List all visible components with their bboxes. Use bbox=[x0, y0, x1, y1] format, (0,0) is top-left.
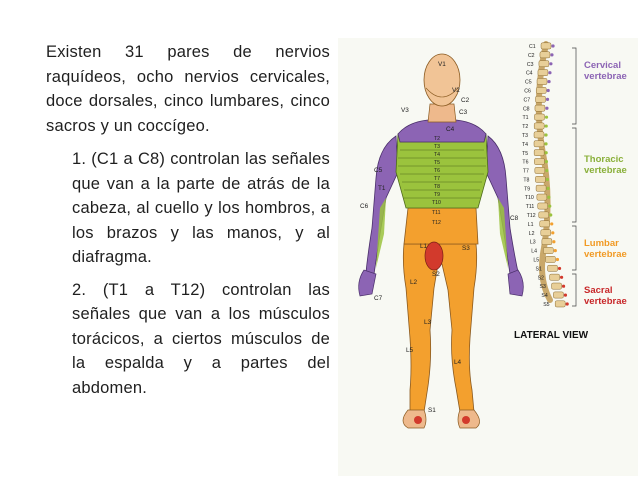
spine-label-s2: S2 bbox=[537, 275, 544, 282]
dermatome-diagram bbox=[338, 38, 638, 476]
vertebra-t1 bbox=[534, 114, 544, 120]
label-l3: L3 bbox=[424, 319, 432, 326]
label-c2: C2 bbox=[461, 97, 470, 104]
vertebra-t7 bbox=[535, 167, 545, 173]
lateral-view-label: LATERAL VIEW bbox=[514, 330, 589, 341]
vertebra-c2 bbox=[540, 52, 550, 58]
label-l1: L1 bbox=[420, 243, 428, 250]
spine-label-t5: T5 bbox=[522, 150, 529, 157]
nerve-root-t4 bbox=[544, 142, 547, 145]
spine-label-s5: S5 bbox=[543, 302, 550, 308]
spine-label-t9: T9 bbox=[524, 186, 531, 193]
vertebra-t2 bbox=[534, 123, 544, 129]
spine-label-s4: S4 bbox=[541, 293, 548, 300]
spine-label-s3: S3 bbox=[539, 284, 546, 291]
nerve-root-s1 bbox=[558, 267, 561, 270]
nerve-root-c4 bbox=[548, 71, 551, 74]
nerve-root-l1 bbox=[550, 222, 553, 225]
label-v1: V1 bbox=[438, 61, 446, 68]
spine-label-t12: T12 bbox=[526, 213, 536, 220]
nerve-root-t3 bbox=[544, 133, 547, 136]
spine-label-c5: C5 bbox=[525, 79, 532, 86]
body-figure bbox=[359, 54, 524, 428]
vertebra-t10 bbox=[537, 194, 547, 200]
nerve-root-l5 bbox=[556, 258, 559, 261]
label-t6: T6 bbox=[434, 168, 441, 174]
vertebra-l2 bbox=[541, 230, 551, 236]
vertebra-t4 bbox=[534, 141, 544, 147]
nerve-root-c1 bbox=[551, 44, 554, 47]
label-c8: C8 bbox=[510, 215, 519, 222]
intro-paragraph: Existen 31 pares de nervios raquídeos, ocho nervios cervicales, doce dorsales, cinco lumbares, cinco sacros y un coccígeo. bbox=[46, 43, 330, 135]
label-c4: C4 bbox=[446, 126, 455, 133]
vertebra-s1 bbox=[548, 265, 558, 271]
nerve-root-t7 bbox=[545, 169, 548, 172]
nerve-root-l3 bbox=[552, 240, 555, 243]
nerve-root-c8 bbox=[545, 107, 548, 110]
vertebra-t9 bbox=[536, 185, 546, 191]
label-t7: T7 bbox=[434, 176, 441, 182]
nerve-root-s4 bbox=[564, 294, 567, 297]
spine-label-c2: C2 bbox=[527, 52, 535, 59]
region-labels bbox=[584, 60, 627, 307]
spine-label-c8: C8 bbox=[522, 106, 530, 113]
label-t3: T3 bbox=[434, 144, 441, 150]
vertebra-s4 bbox=[553, 292, 563, 298]
nerve-root-t9 bbox=[546, 187, 549, 190]
vertebra-s3 bbox=[552, 283, 562, 289]
nerve-root-t11 bbox=[548, 205, 551, 208]
region-lumbar-sub: vertebrae bbox=[584, 249, 627, 260]
spine-label-c6: C6 bbox=[524, 88, 531, 95]
nerve-root-l4 bbox=[554, 249, 557, 252]
nerve-root-t10 bbox=[547, 196, 550, 199]
nerve-root-t8 bbox=[546, 178, 549, 181]
label-t1: T1 bbox=[378, 185, 386, 192]
label-c3: C3 bbox=[459, 109, 468, 116]
region-sacral-sub: vertebrae bbox=[584, 296, 627, 307]
spine-label-c3: C3 bbox=[526, 61, 534, 68]
vertebra-t3 bbox=[534, 132, 544, 138]
nerve-root-c7 bbox=[546, 98, 549, 101]
vertebra-t12 bbox=[539, 212, 549, 218]
spine-label-t4: T4 bbox=[522, 141, 529, 148]
vertebra-t5 bbox=[534, 150, 544, 156]
nerve-root-c5 bbox=[547, 80, 550, 83]
region-brackets bbox=[572, 48, 576, 306]
spine-label-c1: C1 bbox=[529, 44, 536, 50]
spine-label-t11: T11 bbox=[525, 204, 535, 211]
vertebra-t11 bbox=[538, 203, 548, 209]
spine-label-t3: T3 bbox=[522, 132, 529, 139]
item-cervical-nerves: 1. (C1 a C8) controlan las señales que van a la parte de atrás de la cabeza, al cuello y los hombros, a los brazos y las manos, y al diafragma. bbox=[72, 150, 330, 266]
vertebra-s5 bbox=[555, 301, 565, 307]
label-t5: T5 bbox=[434, 160, 441, 166]
region-thoracic-name: Thoracic bbox=[584, 154, 624, 165]
spine-label-c4: C4 bbox=[525, 70, 533, 77]
vertebra-c7 bbox=[536, 96, 546, 102]
label-s2: S2 bbox=[432, 271, 440, 278]
region-cervical-sub: vertebrae bbox=[584, 71, 627, 82]
spine-label-l1: L1 bbox=[527, 221, 534, 228]
vertebra-l1 bbox=[540, 221, 550, 227]
nerve-root-c6 bbox=[547, 89, 550, 92]
item-thoracic-nerves: 2. (T1 a T12) controlan las señales que van a los músculos torácicos, a ciertos músculos de la espalda y a partes del abdomen. bbox=[72, 280, 330, 397]
label-l5: L5 bbox=[406, 347, 414, 354]
nerve-root-s2 bbox=[560, 276, 563, 279]
vertebra-c6 bbox=[536, 87, 546, 93]
vertebra-c8 bbox=[535, 105, 545, 111]
spine-label-l2: L2 bbox=[528, 230, 535, 237]
label-s1: S1 bbox=[428, 407, 436, 414]
vertebra-l5 bbox=[545, 256, 555, 262]
spine-label-s1: S1 bbox=[535, 266, 542, 273]
label-t4: T4 bbox=[434, 152, 441, 158]
nerve-root-c2 bbox=[550, 53, 553, 56]
label-v2: V2 bbox=[452, 87, 460, 94]
region-lumbar-name: Lumbar bbox=[584, 238, 619, 249]
vertebra-t6 bbox=[534, 158, 544, 164]
label-t9: T9 bbox=[434, 192, 441, 198]
label-t10: T10 bbox=[432, 200, 441, 206]
label-c7: C7 bbox=[374, 295, 383, 302]
region-cervical-name: Cervical bbox=[584, 60, 621, 71]
region-sacral-name: Sacral bbox=[584, 285, 613, 296]
nerve-root-t5 bbox=[545, 151, 548, 154]
spine-label-t6: T6 bbox=[522, 159, 529, 166]
vertebra-c3 bbox=[539, 61, 549, 67]
nerve-root-l2 bbox=[551, 231, 554, 234]
nerve-root-s3 bbox=[562, 285, 565, 288]
vertebra-s2 bbox=[550, 274, 560, 280]
label-v3: V3 bbox=[401, 107, 409, 114]
nerve-root-t1 bbox=[545, 116, 548, 119]
vertebra-c4 bbox=[538, 69, 548, 75]
label-t12: T12 bbox=[432, 220, 441, 226]
vertebra-l3 bbox=[542, 239, 552, 245]
region-thoracic-sub: vertebrae bbox=[584, 165, 627, 176]
vertebra-c1 bbox=[541, 43, 551, 49]
spine-label-l3: L3 bbox=[529, 239, 536, 246]
vertebra-l4 bbox=[543, 247, 553, 253]
nerve-root-s5 bbox=[566, 302, 569, 305]
spine-label-t1: T1 bbox=[522, 115, 529, 122]
label-t2: T2 bbox=[434, 136, 441, 142]
spine-label-l4: L4 bbox=[531, 248, 538, 255]
label-t8: T8 bbox=[434, 184, 441, 190]
nerve-root-t6 bbox=[545, 160, 548, 163]
label-l4: L4 bbox=[454, 359, 462, 366]
spine-lateral-view bbox=[522, 43, 569, 308]
spine-label-l5: L5 bbox=[533, 257, 540, 264]
spine-label-t10: T10 bbox=[524, 195, 534, 202]
dermatome-illustration bbox=[338, 38, 638, 476]
nerve-root-t2 bbox=[545, 124, 548, 127]
text-panel bbox=[46, 40, 330, 408]
label-c5: C5 bbox=[374, 167, 383, 174]
spine-label-t2: T2 bbox=[522, 124, 529, 131]
spine-label-t7: T7 bbox=[522, 168, 529, 175]
nerve-root-c3 bbox=[549, 62, 552, 65]
nerve-root-t12 bbox=[549, 213, 552, 216]
vertebra-t8 bbox=[535, 176, 545, 182]
vertebra-c5 bbox=[537, 78, 547, 84]
label-l2: L2 bbox=[410, 279, 418, 286]
label-s3: S3 bbox=[462, 245, 470, 252]
label-c6: C6 bbox=[360, 203, 369, 210]
spine-label-t8: T8 bbox=[523, 177, 530, 184]
spine-label-c7: C7 bbox=[523, 97, 531, 104]
label-t11: T11 bbox=[432, 210, 441, 216]
